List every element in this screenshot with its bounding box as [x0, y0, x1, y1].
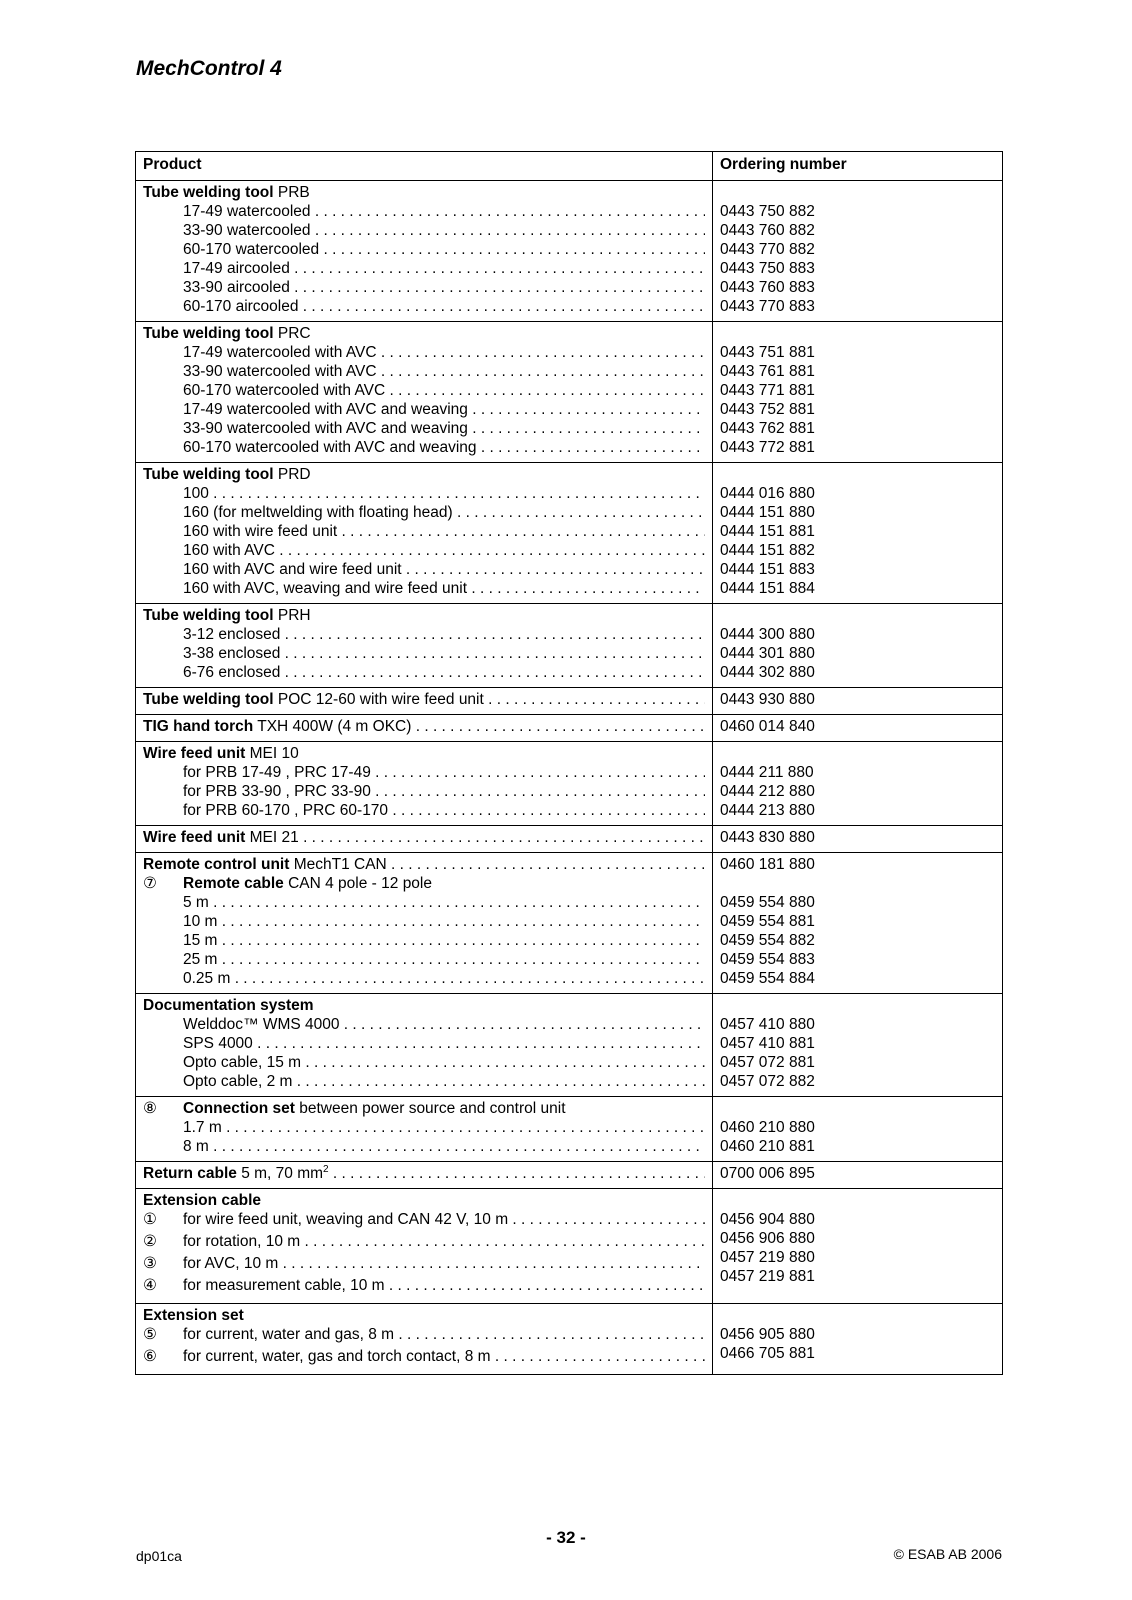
item-label-line — [143, 297, 705, 316]
heading-text: CAN 4 pole - 12 pole — [283, 875, 432, 892]
heading-text: PRB — [273, 184, 310, 201]
product-cell — [136, 1189, 713, 1304]
item-label: 60-170 aircooled . . . — [183, 298, 705, 315]
item-label-line — [143, 1254, 705, 1276]
ordering-number: 0444 151 880 — [720, 504, 815, 521]
ordering-number: 0444 211 880 — [720, 764, 814, 781]
ordering-number: 0457 072 881 — [720, 1054, 815, 1071]
ordering-number: 0443 830 880 — [720, 829, 815, 846]
item-label-line — [143, 438, 705, 457]
item-label: for wire feed unit, weaving and CAN 42 V, 10 m . . . — [183, 1211, 705, 1228]
item-label-line — [143, 579, 705, 598]
ordering-number: 0443 750 882 — [720, 203, 815, 220]
superscript: 2 — [323, 1164, 329, 1175]
item-label-line — [143, 522, 705, 541]
callout-marker: ⑥ — [143, 1348, 157, 1365]
item-label-line — [143, 1034, 705, 1053]
item-label-line — [143, 259, 705, 278]
ordering-number: 0444 151 881 — [720, 523, 815, 540]
item-label: 0.25 m . . . — [183, 970, 705, 987]
item-label: 160 with wire feed unit . . . — [183, 523, 705, 540]
product-group-row — [136, 463, 1003, 604]
product-cell — [136, 1097, 713, 1162]
item-label-line — [143, 950, 705, 969]
item-label: for AVC, 10 m . . . — [183, 1255, 705, 1272]
item-label: 17-49 watercooled with AVC and weaving . . . — [183, 401, 705, 418]
item-label-line — [143, 343, 705, 362]
item-label: 1.7 m . . . — [183, 1119, 705, 1136]
item-label-line — [143, 1053, 705, 1072]
heading-text: PRD — [273, 466, 311, 483]
ordering-number: 0443 771 881 — [720, 382, 815, 399]
single-line — [143, 690, 705, 709]
parts-table — [135, 151, 1003, 1375]
single-line — [143, 1164, 705, 1183]
group-heading — [143, 183, 705, 202]
item-label-line — [143, 381, 705, 400]
ordering-cell — [713, 853, 1003, 994]
heading-bold: Tube welding tool — [143, 691, 274, 708]
ordering-number: 0444 151 883 — [720, 561, 815, 578]
item-label: 60-170 watercooled with AVC . . . — [183, 382, 705, 399]
ordering-number: 0444 213 880 — [720, 802, 815, 819]
heading-text: PRC — [273, 325, 311, 342]
product-single-row — [136, 688, 1003, 715]
copyright: © ESAB AB 2006 — [893, 1546, 1002, 1562]
item-label-line — [143, 625, 705, 644]
heading-text: POC 12-60 with wire feed unit . . . — [274, 691, 705, 708]
product-group-row — [136, 322, 1003, 463]
product-group-row — [136, 604, 1003, 688]
item-label: 6-76 enclosed . . . — [183, 664, 705, 681]
heading-text: between power source and control unit — [294, 1100, 566, 1117]
ordering-number: 0444 212 880 — [720, 783, 815, 800]
item-label-line — [143, 1325, 705, 1347]
group-heading — [143, 324, 705, 343]
heading-bold: Extension set — [143, 1307, 244, 1324]
single-line — [143, 717, 705, 736]
product-cell — [136, 994, 713, 1097]
ordering-number: 0443 752 881 — [720, 401, 815, 418]
heading-text: PRH — [273, 607, 311, 624]
ordering-number: 0459 554 881 — [720, 913, 815, 930]
single-line — [143, 855, 705, 874]
item-label-line — [143, 801, 705, 820]
callout-marker: ⑤ — [143, 1326, 157, 1343]
heading-bold: Remote control unit — [143, 856, 290, 873]
ordering-cell — [713, 715, 1003, 742]
item-label: 33-90 aircooled . . . — [183, 279, 705, 296]
ordering-number: 0443 930 880 — [720, 691, 815, 708]
item-label-line — [143, 1276, 705, 1298]
item-label: SPS 4000 . . . — [183, 1035, 705, 1052]
ordering-number: 0443 770 883 — [720, 298, 815, 315]
heading-bold: Remote cable — [183, 875, 284, 892]
ordering-number: 0443 770 882 — [720, 241, 815, 258]
item-label: Opto cable, 2 m . . . — [183, 1073, 705, 1090]
product-cell — [136, 826, 713, 853]
ordering-number: 0443 750 883 — [720, 260, 815, 277]
callout-marker: ⑦ — [143, 875, 157, 892]
item-label: 17-49 watercooled with AVC . . . — [183, 344, 705, 361]
callout-marker: ④ — [143, 1277, 157, 1294]
ordering-number: 0457 219 880 — [720, 1249, 815, 1266]
item-label-line — [143, 1118, 705, 1137]
item-label: 17-49 aircooled . . . — [183, 260, 705, 277]
ordering-number: 0460 181 880 — [720, 856, 815, 873]
heading-bold: Tube welding tool — [143, 466, 274, 483]
item-label: 33-90 watercooled . . . — [183, 222, 705, 239]
item-label-line — [143, 782, 705, 801]
item-label: 3-38 enclosed . . . — [183, 645, 705, 662]
ordering-number: 0444 301 880 — [720, 645, 815, 662]
item-label-line — [143, 484, 705, 503]
callout-marker: ② — [143, 1233, 157, 1250]
item-label: for measurement cable, 10 m . . . — [183, 1277, 705, 1294]
ordering-number: 0444 016 880 — [720, 485, 815, 502]
page-title: MechControl 4 — [136, 57, 282, 80]
callout-marker: ① — [143, 1211, 157, 1228]
item-label-line — [143, 1210, 705, 1232]
ordering-cell — [713, 1097, 1003, 1162]
product-cell — [136, 463, 713, 604]
group-heading — [143, 874, 705, 893]
product-single-row — [136, 1162, 1003, 1189]
heading-text: MEI 21 . . . — [245, 829, 705, 846]
item-label-line — [143, 278, 705, 297]
product-cell — [136, 604, 713, 688]
product-group-row — [136, 853, 1003, 994]
ordering-number: 0460 210 881 — [720, 1138, 815, 1155]
item-label: Welddoc™ WMS 4000 . . . — [183, 1016, 705, 1033]
item-label: 3-12 enclosed . . . — [183, 626, 705, 643]
ordering-number: 0456 905 880 — [720, 1326, 815, 1343]
ordering-number: 0459 554 880 — [720, 894, 815, 911]
product-single-row — [136, 715, 1003, 742]
ordering-cell — [713, 181, 1003, 322]
ordering-number: 0444 302 880 — [720, 664, 815, 681]
item-label-line — [143, 931, 705, 950]
ordering-number: 0459 554 883 — [720, 951, 815, 968]
ordering-number: 0700 006 895 — [720, 1165, 815, 1182]
dot-leader — [329, 1165, 705, 1182]
ordering-number: 0457 410 881 — [720, 1035, 815, 1052]
item-label-line — [143, 1137, 705, 1156]
callout-marker: ③ — [143, 1255, 157, 1272]
group-heading — [143, 1191, 705, 1210]
ordering-cell — [713, 994, 1003, 1097]
heading-bold: Connection set — [183, 1100, 295, 1117]
item-label-line — [143, 541, 705, 560]
ordering-cell — [713, 322, 1003, 463]
product-single-row — [136, 826, 1003, 853]
heading-bold: TIG hand torch — [143, 718, 254, 735]
item-label-line — [143, 202, 705, 221]
item-label: 33-90 watercooled with AVC . . . — [183, 363, 705, 380]
product-cell — [136, 181, 713, 322]
document-code: dp01ca — [136, 1548, 182, 1564]
column-header-ordering-number: Ordering number — [713, 152, 1003, 181]
item-label: Opto cable, 15 m . . . — [183, 1054, 705, 1071]
item-label: 17-49 watercooled . . . — [183, 203, 705, 220]
item-label: for PRB 33-90 , PRC 33-90 . . . — [183, 783, 705, 800]
product-cell — [136, 1304, 713, 1375]
item-label-line — [143, 560, 705, 579]
item-label: 100 . . . — [183, 485, 705, 502]
callout-marker: ⑧ — [143, 1100, 157, 1117]
product-cell — [136, 715, 713, 742]
ordering-number: 0466 705 881 — [720, 1345, 815, 1362]
ordering-number: 0456 904 880 — [720, 1211, 815, 1228]
single-line — [143, 828, 705, 847]
heading-text: 5 m, 70 mm — [236, 1165, 324, 1182]
item-label: 25 m . . . — [183, 951, 705, 968]
heading-bold: Documentation system — [143, 997, 314, 1014]
product-group-row — [136, 1304, 1003, 1375]
item-label: for current, water and gas, 8 m . . . — [183, 1326, 705, 1343]
ordering-number: 0459 554 884 — [720, 970, 815, 987]
heading-bold: Return cable — [143, 1165, 237, 1182]
group-heading — [143, 744, 705, 763]
item-label-line — [143, 912, 705, 931]
product-group-row — [136, 181, 1003, 322]
item-label: 5 m . . . — [183, 894, 705, 911]
product-cell — [136, 1162, 713, 1189]
group-heading — [143, 1306, 705, 1325]
item-label-line — [143, 1232, 705, 1254]
item-label-line — [143, 400, 705, 419]
ordering-cell — [713, 688, 1003, 715]
item-label: 60-170 watercooled . . . — [183, 241, 705, 258]
ordering-cell — [713, 463, 1003, 604]
heading-text: MEI 10 — [245, 745, 299, 762]
ordering-number: 0459 554 882 — [720, 932, 815, 949]
product-cell — [136, 853, 713, 994]
item-label-line — [143, 644, 705, 663]
ordering-cell — [713, 826, 1003, 853]
ordering-number: 0444 300 880 — [720, 626, 815, 643]
product-group-row — [136, 994, 1003, 1097]
ordering-number: 0457 072 882 — [720, 1073, 815, 1090]
item-label: 160 with AVC and wire feed unit . . . — [183, 561, 705, 578]
ordering-number: 0443 760 882 — [720, 222, 815, 239]
ordering-cell — [713, 1189, 1003, 1304]
ordering-number: 0457 410 880 — [720, 1016, 815, 1033]
ordering-cell — [713, 1304, 1003, 1375]
item-label: for PRB 17-49 , PRC 17-49 . . . — [183, 764, 705, 781]
page-number: - 32 - — [546, 1528, 586, 1547]
item-label-line — [143, 969, 705, 988]
ordering-cell — [713, 604, 1003, 688]
item-label: 15 m . . . — [183, 932, 705, 949]
table-body — [136, 181, 1003, 1375]
item-label: 160 with AVC . . . — [183, 542, 705, 559]
heading-bold: Tube welding tool — [143, 607, 274, 624]
group-heading — [143, 606, 705, 625]
ordering-number: 0460 210 880 — [720, 1119, 815, 1136]
item-label: for current, water, gas and torch contact, 8 m . . . — [183, 1348, 705, 1365]
item-label-line — [143, 362, 705, 381]
ordering-number: 0444 151 884 — [720, 580, 815, 597]
item-label: for rotation, 10 m . . . — [183, 1233, 705, 1250]
ordering-cell — [713, 1162, 1003, 1189]
ordering-number: 0443 761 881 — [720, 363, 815, 380]
item-label-line — [143, 893, 705, 912]
item-label-line — [143, 1015, 705, 1034]
group-heading — [143, 465, 705, 484]
ordering-number: 0443 751 881 — [720, 344, 815, 361]
heading-bold: Wire feed unit — [143, 745, 246, 762]
product-cell — [136, 688, 713, 715]
ordering-cell — [713, 742, 1003, 826]
group-heading — [143, 996, 705, 1015]
heading-text: TXH 400W (4 m OKC) . . . — [253, 718, 705, 735]
item-label-line — [143, 1347, 705, 1369]
product-group-row — [136, 1189, 1003, 1304]
item-label-line — [143, 221, 705, 240]
ordering-number: 0456 906 880 — [720, 1230, 815, 1247]
item-label-line — [143, 503, 705, 522]
heading-bold: Tube welding tool — [143, 184, 274, 201]
ordering-number: 0444 151 882 — [720, 542, 815, 559]
ordering-number: 0457 219 881 — [720, 1268, 815, 1285]
item-label: 160 with AVC, weaving and wire feed unit . . . — [183, 580, 705, 597]
item-label-line — [143, 240, 705, 259]
item-label-line — [143, 1072, 705, 1091]
item-label-line — [143, 763, 705, 782]
item-label: 8 m . . . — [183, 1138, 705, 1155]
item-label: for PRB 60-170 , PRC 60-170 . . . — [183, 802, 705, 819]
item-label: 160 (for meltwelding with floating head) . . . — [183, 504, 705, 521]
ordering-number: 0460 014 840 — [720, 718, 815, 735]
item-label-line — [143, 663, 705, 682]
item-label: 10 m . . . — [183, 913, 705, 930]
heading-bold: Wire feed unit — [143, 829, 246, 846]
item-label-line — [143, 419, 705, 438]
product-cell — [136, 742, 713, 826]
item-label: 60-170 watercooled with AVC and weaving . . . — [183, 439, 705, 456]
product-group-row — [136, 1097, 1003, 1162]
heading-text: MechT1 CAN . . . — [289, 856, 705, 873]
group-heading — [143, 1099, 705, 1118]
ordering-number: 0443 762 881 — [720, 420, 815, 437]
heading-bold: Extension cable — [143, 1192, 262, 1209]
ordering-number: 0443 772 881 — [720, 439, 815, 456]
column-header-product: Product — [136, 152, 713, 181]
product-cell — [136, 322, 713, 463]
ordering-number: 0443 760 883 — [720, 279, 815, 296]
item-label: 33-90 watercooled with AVC and weaving . . . — [183, 420, 705, 437]
heading-bold: Tube welding tool — [143, 325, 274, 342]
product-group-row — [136, 742, 1003, 826]
table-header-row — [136, 152, 1003, 181]
